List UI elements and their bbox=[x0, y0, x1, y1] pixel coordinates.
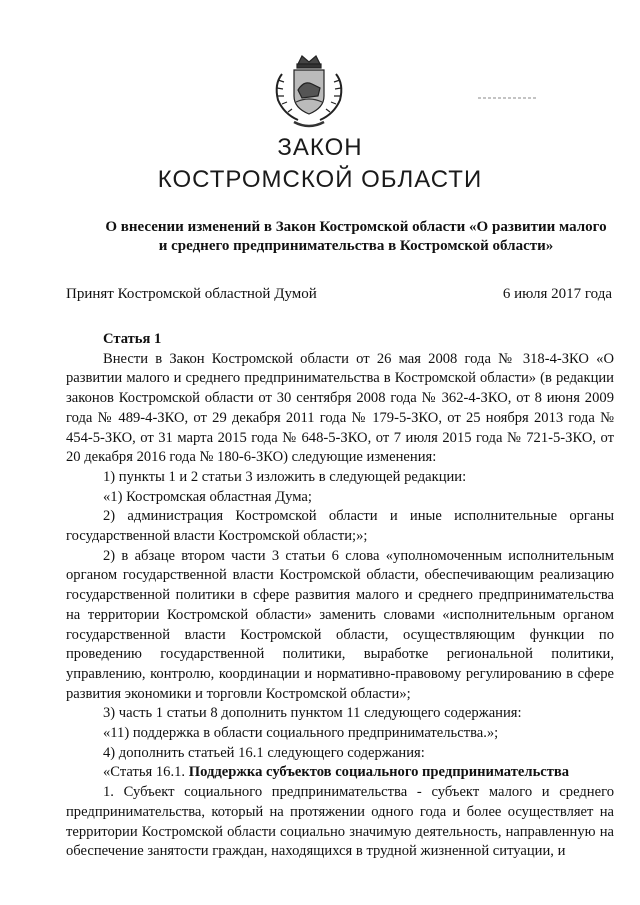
article-body bbox=[66, 330, 614, 862]
article-16-1-heading bbox=[66, 763, 614, 783]
subject-line-2: и среднего предпринимательства в Костромской области» bbox=[158, 238, 554, 254]
adopted-by: Принят Костромской областной Думой bbox=[66, 286, 317, 302]
paragraph: «1) Костромская областная Дума; bbox=[103, 488, 312, 505]
paragraph: 1. Субъект социального предпринимательства - субъект малого и среднего предпринимательства, который на протяжении одного года и более осуществляет на территории Костромской области социально значимую деятельность, направленную на обеспечение занятости граждан, находящихся в трудной жизненной ситуации, и bbox=[66, 784, 614, 860]
article-16-1-prefix: «Статья 16.1. bbox=[103, 764, 189, 781]
article-16-1-title: Поддержка субъектов социального предпринимательства bbox=[188, 764, 570, 781]
adoption-line bbox=[66, 286, 612, 303]
law-title: ЗАКОН bbox=[277, 134, 363, 161]
law-region-title: КОСТРОМСКОЙ ОБЛАСТИ bbox=[157, 166, 483, 193]
subject-line-1: О внесении изменений в Закон Костромской области «О развитии малого bbox=[105, 219, 607, 235]
kostroma-coat-of-arms-emblem bbox=[268, 50, 350, 134]
law-subject-heading bbox=[96, 218, 616, 256]
article-heading: Статья 1 bbox=[103, 331, 162, 347]
scan-artifact-line bbox=[478, 96, 538, 100]
paragraph: 2) администрация Костромской области и иные исполнительные органы государственной власти Костромской области;»; bbox=[66, 508, 614, 545]
paragraph: «11) поддержка в области социального предпринимательства.»; bbox=[103, 725, 499, 742]
paragraph: Внести в Закон Костромской области от 26 мая 2008 года № 318-4-ЗКО «О развитии малого и среднего предпринимательства в Костромской области» (в редакции законов Костромской области от 30 сентября 2008 года № 362-4-ЗКО, от 8 июня 2009 года № 489-4-ЗКО, от 29 декабря 2011 года № 179-5-ЗКО, от 25 ноября 2013 года № 454-5-ЗКО, от 31 марта 2015 года № 648-5-ЗКО, от 7 июля 2015 года № 721-5-ЗКО, от 20 декабря 2016 года № 180-6-ЗКО) следующие изменения: bbox=[66, 350, 614, 466]
paragraph: 1) пункты 1 и 2 статьи 3 изложить в следующей редакции: bbox=[103, 468, 467, 485]
paragraph: 4) дополнить статьей 16.1 следующего содержания: bbox=[103, 744, 425, 761]
paragraph: 2) в абзаце втором части 3 статьи 6 слова «уполномоченным исполнительным органом государственной власти Костромской области, обеспечивающим реализацию государственной политики в сфере развития малого и среднего предпринимательства на территории Костромской области» заменить словами «исполнительным органом государственной власти Костромской области, осуществляющим функции по проведению государственной политики, выработке региональной политики, управлению, контролю, координации и нормативно-правовому регулированию в сфере развития экономики и торговли Костромской области»; bbox=[66, 547, 614, 702]
paragraph: 3) часть 1 статьи 8 дополнить пунктом 11 следующего содержания: bbox=[103, 705, 522, 722]
adoption-date: 6 июля 2017 года bbox=[502, 286, 612, 302]
